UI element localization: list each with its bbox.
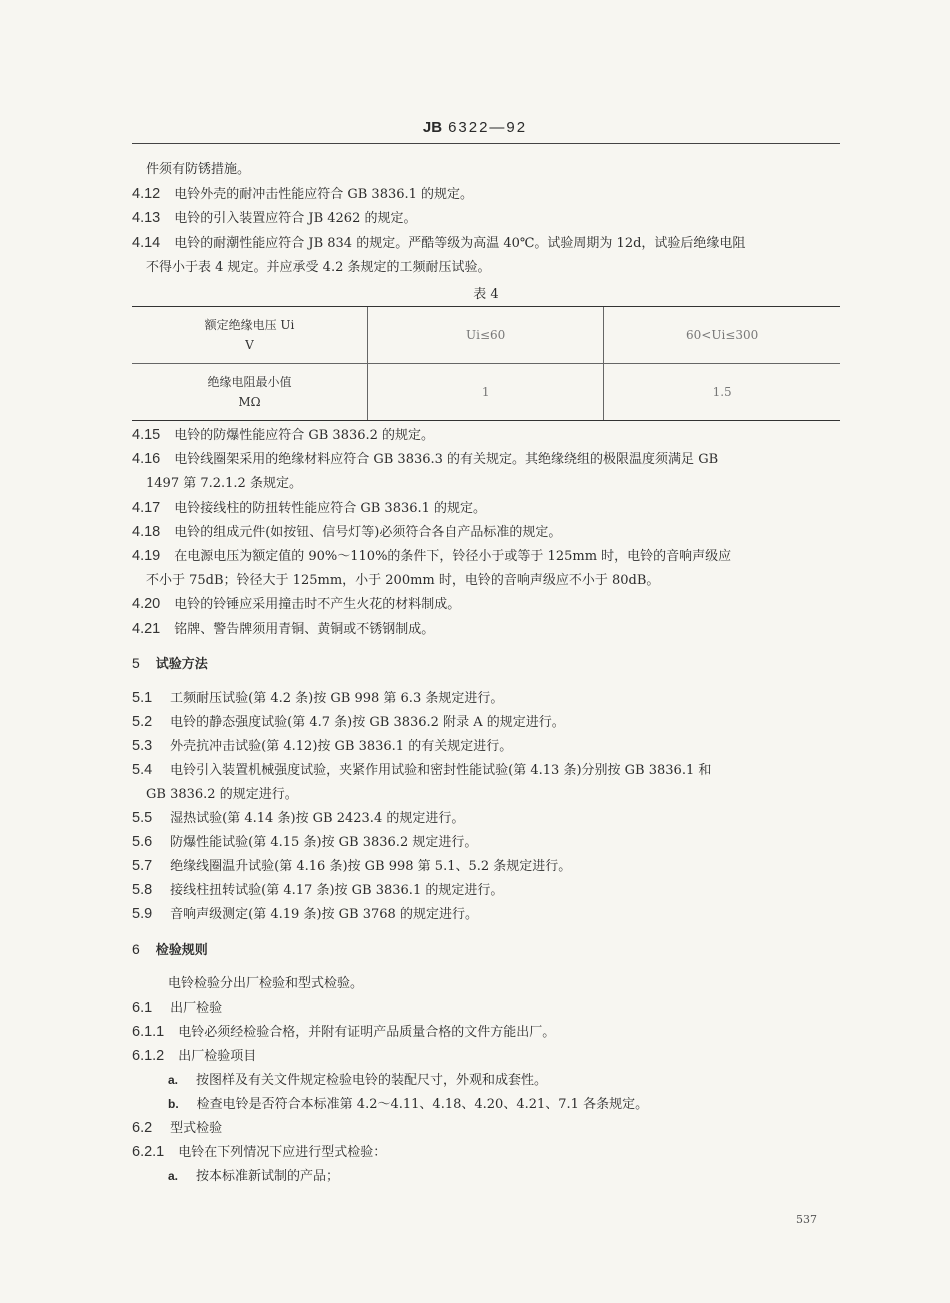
clause-4-16-cont: 1497 第 7.2.1.2 条规定。 — [146, 476, 302, 491]
table-caption: 表 4 — [473, 287, 499, 302]
list-item: b. 检查电铃是否符合本标准第 4.2～4.11、4.18、4.20、4.21、7.1 各条规定。 — [168, 1097, 649, 1112]
clause-4-17: 4.17 电铃接线柱的防扭转性能应符合 GB 3836.1 的规定。 — [132, 500, 487, 516]
clause-6-1-2: 6.1.2 出厂检验项目 — [132, 1048, 257, 1064]
clause-5-9: 5.9 音响声级测定(第 4.19 条)按 GB 3768 的规定进行。 — [132, 906, 478, 922]
clause-6-2: 6.2 型式检验 — [132, 1120, 223, 1136]
clause-4-18: 4.18 电铃的组成元件(如按钮、信号灯等)必须符合各自产品标准的规定。 — [132, 524, 562, 540]
clause-4-14: 4.14 电铃的耐潮性能应符合 JB 834 的规定。严酷等级为高温 40℃。试验周期为 12d，试验后绝缘电阻 — [132, 235, 746, 251]
clause-4-16: 4.16 电铃线圈架采用的绝缘材料应符合 GB 3836.3 的有关规定。其绝缘绕组的极限温度须满足 GB — [132, 451, 719, 467]
table-cell-label: 绝缘电阻最小值 MΩ — [132, 364, 368, 421]
section-6-intro: 电铃检验分出厂检验和型式检验。 — [168, 976, 364, 991]
clause-4-20: 4.20 电铃的铃锤应采用撞击时不产生火花的材料制成。 — [132, 596, 461, 612]
clause-4-21: 4.21 铭牌、警告牌须用青铜、黄铜或不锈钢制成。 — [132, 621, 435, 637]
table-cell: 60<Ui≤300 — [604, 307, 840, 364]
table-cell: 1.5 — [604, 364, 840, 421]
clause-5-7: 5.7 绝缘线圈温升试验(第 4.16 条)按 GB 998 第 5.1、5.2 条规定进行。 — [132, 858, 572, 874]
clause-5-5: 5.5 湿热试验(第 4.14 条)按 GB 2423.4 的规定进行。 — [132, 810, 465, 826]
clause-4-13: 4.13 电铃的引入装置应符合 JB 4262 的规定。 — [132, 210, 417, 226]
clause-4-15: 4.15 电铃的防爆性能应符合 GB 3836.2 的规定。 — [132, 427, 435, 443]
page-number: 537 — [796, 1213, 817, 1226]
table-cell: Ui≤60 — [368, 307, 604, 364]
clause-6-2-1: 6.2.1 电铃在下列情况下应进行型式检验： — [132, 1144, 387, 1160]
table-row — [132, 364, 840, 421]
table-4 — [132, 306, 840, 421]
clause-5-3: 5.3 外壳抗冲击试验(第 4.12)按 GB 3836.1 的有关规定进行。 — [132, 738, 513, 754]
clause-4-19: 4.19 在电源电压为额定值的 90%～110%的条件下，铃径小于或等于 125mm 时，电铃的音响声级应 — [132, 548, 732, 564]
section-5-heading: 5 试验方法 — [132, 655, 208, 671]
header-prefix: JB — [422, 119, 443, 136]
list-item: a. 按图样及有关文件规定检验电铃的装配尺寸，外观和成套性。 — [168, 1073, 548, 1088]
clause-5-4: 5.4 电铃引入装置机械强度试验，夹紧作用试验和密封性能试验(第 4.13 条)分别按 GB 3836.1 和 — [132, 762, 712, 778]
list-item: a. 按本标准新试制的产品； — [168, 1169, 340, 1184]
clause-5-4-cont: GB 3836.2 的规定进行。 — [146, 787, 298, 802]
clause-4-19-cont: 不小于 75dB；铃径大于 125mm，小于 200mm 时，电铃的音响声级应不小于 80dB。 — [146, 573, 660, 588]
clause-4-14-cont: 不得小于表 4 规定。并应承受 4.2 条规定的工频耐压试验。 — [146, 260, 491, 275]
table-cell-label: 额定绝缘电压 Ui V — [132, 307, 368, 364]
clause-6-1: 6.1 出厂检验 — [132, 1000, 223, 1016]
standard-header — [0, 119, 950, 136]
header-rule — [132, 143, 840, 144]
clause-6-1-1: 6.1.1 电铃必须经检验合格，并附有证明产品质量合格的文件方能出厂。 — [132, 1024, 556, 1040]
table-cell: 1 — [368, 364, 604, 421]
clause-4-12: 4.12 电铃外壳的耐冲击性能应符合 GB 3836.1 的规定。 — [132, 186, 474, 202]
clause-5-1: 5.1 工频耐压试验(第 4.2 条)按 GB 998 第 6.3 条规定进行。 — [132, 690, 504, 706]
header-code: 6322—92 — [448, 119, 528, 136]
clause-5-8: 5.8 接线柱扭转试验(第 4.17 条)按 GB 3836.1 的规定进行。 — [132, 882, 504, 898]
clause-5-6: 5.6 防爆性能试验(第 4.15 条)按 GB 3836.2 规定进行。 — [132, 834, 478, 850]
clause-5-2: 5.2 电铃的静态强度试验(第 4.7 条)按 GB 3836.2 附录 A 的规定进行。 — [132, 714, 565, 730]
table-row — [132, 307, 840, 364]
section-6-heading: 6 检验规则 — [132, 941, 208, 957]
text-line: 件须有防锈措施。 — [146, 162, 251, 177]
